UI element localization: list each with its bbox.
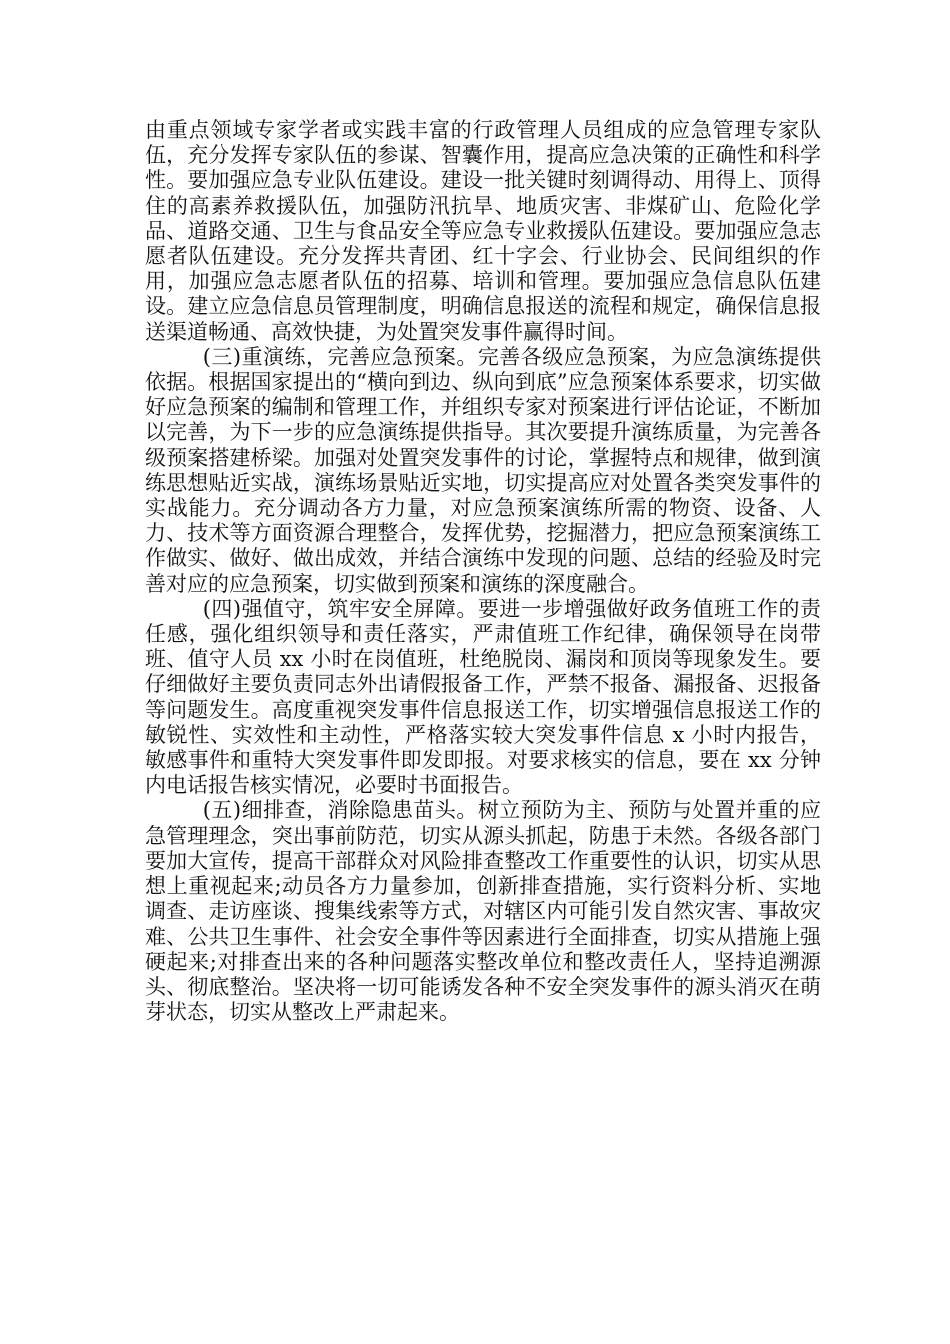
paragraph-drills-plans: (三)重演练，完善应急预案。完善各级应急预案，为应急演练提供依据。根据国家提出的“横向到边、纵向到底”应急预案体系要求，切实做好应急预案的编制和管理工作，并组织专家对预案进行评估论证，不断加以完善，为下一步的应急演练提供指导。其次要提升演练质量，为完善各级预案搭建桥梁。加强对处置突发事件的讨论，掌握特点和规律，做到演练思想贴近实战，演练场景贴近实地，切实提高应对处置各类突发事件的实战能力。充分调动各方力量，对应急预案演练所需的物资、设备、人力、技术等方面资源合理整合，发挥优势，挖掘潜力，把应急预案演练工作做实、做好、做出成效，并结合演练中发现的问题、总结的经验及时完善对应的应急预案，切实做到预案和演练的深度融合。	[145, 344, 821, 596]
paragraph-duty-watch: (四)强值守，筑牢安全屏障。要进一步增强做好政务值班工作的责任感，强化组织领导和责任落实，严肃值班工作纪律，确保领导在岗带班、值守人员 xx 小时在岗值班，杜绝脱岗、漏岗和顶岗等现象发生。要仔细做好主要负责同志外出请假报备工作，严禁不报备、漏报备、迟报备等问题发生。高度重视突发事件信息报送工作，切实增强信息报送工作的敏锐性、实效性和主动性，严格落实较大突发事件信息 x 小时内报告，敏感事件和重特大突发事件即发即报。对要求核实的信息，要在 xx 分钟内电话报告核实情况，必要时书面报告。	[145, 596, 821, 798]
document-page	[145, 118, 821, 1025]
paragraph-emergency-teams: 由重点领域专家学者或实践丰富的行政管理人员组成的应急管理专家队伍，充分发挥专家队伍的参谋、智囊作用，提高应急决策的正确性和科学性。要加强应急专业队伍建设。建设一批关键时刻调得动、用得上、顶得住的高素养救援队伍，加强防汛抗旱、地质灾害、非煤矿山、危险化学品、道路交通、卫生与食品安全等应急专业救援队伍建设。要加强应急志愿者队伍建设。充分发挥共青团、红十字会、行业协会、民间组织的作用，加强应急志愿者队伍的招募、培训和管理。要加强应急信息队伍建设。建立应急信息员管理制度，明确信息报送的流程和规定，确保信息报送渠道畅通、高效快捷，为处置突发事件赢得时间。	[145, 118, 821, 344]
paragraph-hazard-inspection: (五)细排查，消除隐患苗头。树立预防为主、预防与处置并重的应急管理理念，突出事前防范，切实从源头抓起，防患于未然。各级各部门要加大宣传，提高干部群众对风险排查整改工作重要性的认识，切实从思想上重视起来;动员各方力量参加，创新排查措施，实行资料分析、实地调查、走访座谈、搜集线索等方式，对辖区内可能引发自然灾害、事故灾难、公共卫生事件、社会安全事件等因素进行全面排查，切实从措施上强硬起来;对排查出来的各种问题落实整改单位和整改责任人，坚持追溯源头、彻底整治。坚决将一切可能诱发各种不安全突发事件的源头消灭在萌芽状态，切实从整改上严肃起来。	[145, 798, 821, 1025]
